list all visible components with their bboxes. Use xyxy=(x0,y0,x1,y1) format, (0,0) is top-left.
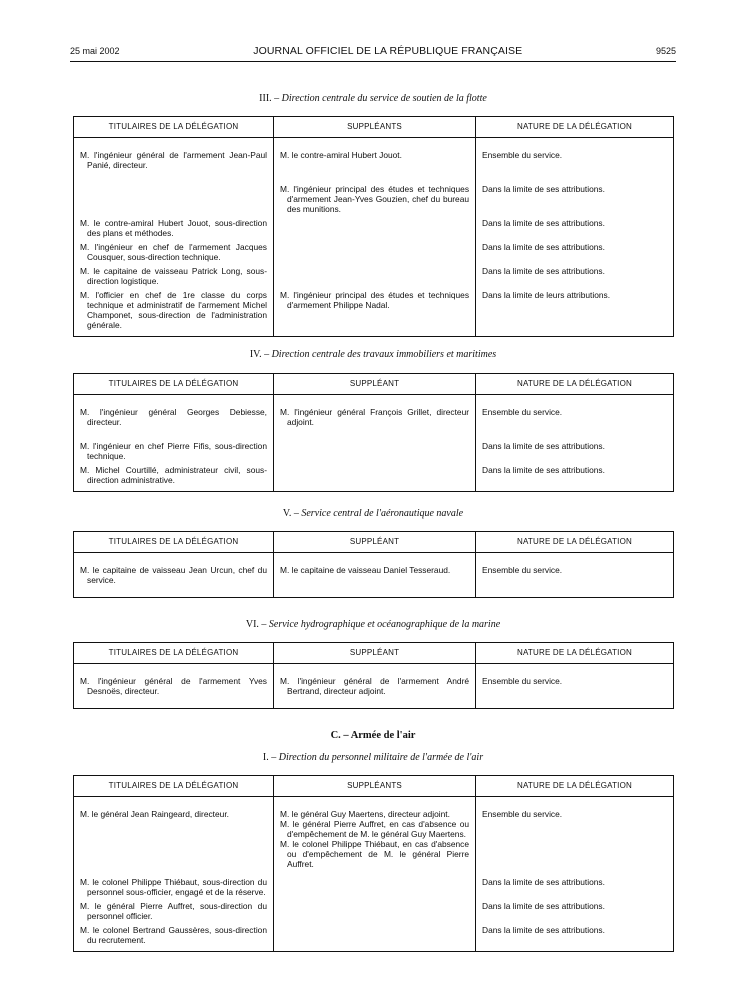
titulaire-cell: M. le colonel Philippe Thiébaut, sous-direction du personnel sous-officier, engagé et de la réserve. xyxy=(80,877,267,897)
col-titulaires: TITULAIRES DE LA DÉLÉGATION xyxy=(74,117,274,138)
page-header xyxy=(70,44,676,58)
titulaire-cell: M. Michel Courtillé, administrateur civil, sous-direction administrative. xyxy=(80,465,267,485)
table-row xyxy=(74,266,674,290)
suppleant-cell: M. l'ingénieur général de l'armement André Bertrand, directeur adjoint. xyxy=(280,676,470,696)
table-row xyxy=(74,901,674,925)
nature-cell: Dans la limite de ses attributions. xyxy=(482,266,605,276)
col-suppleant: SUPPLÉANT xyxy=(274,374,476,395)
nature-cell: Ensemble du service. xyxy=(482,150,563,160)
nature-cell: Ensemble du service. xyxy=(482,565,563,575)
part-c-title: C. – Armée de l'air xyxy=(330,730,416,741)
table-row xyxy=(74,290,674,330)
col-nature: NATURE DE LA DÉLÉGATION xyxy=(476,117,674,138)
header-page-number: 9525 xyxy=(655,46,676,56)
nature-cell: Ensemble du service. xyxy=(482,809,563,819)
delegation-table-5 xyxy=(73,531,674,598)
titulaire-cell: M. l'ingénieur en chef de l'armement Jacques Cousquer, sous-direction technique. xyxy=(80,242,267,262)
table-row xyxy=(74,925,674,945)
titulaire-cell: M. l'officier en chef de 1re classe du corps technique et administratif de l'armement Michel Champonet, sous-direction de l'administration générale. xyxy=(80,290,267,330)
delegation-table-3 xyxy=(73,116,674,337)
col-suppleants: SUPPLÉANTS xyxy=(274,117,476,138)
col-nature: NATURE DE LA DÉLÉGATION xyxy=(476,532,674,553)
table-row xyxy=(74,242,674,266)
table-row xyxy=(74,565,674,585)
table-row xyxy=(74,809,674,877)
nature-cell: Dans la limite de ses attributions. xyxy=(482,925,605,935)
table-row xyxy=(74,676,674,696)
nature-cell: Dans la limite de ses attributions. xyxy=(482,218,605,228)
titulaire-cell: M. l'ingénieur en chef Pierre Fifis, sous-direction technique. xyxy=(80,441,267,461)
table-row xyxy=(74,407,674,441)
titulaire-cell: M. le contre-amiral Hubert Jouot, sous-direction des plans et méthodes. xyxy=(80,218,267,238)
col-suppleant: SUPPLÉANT xyxy=(274,643,476,664)
table-row xyxy=(74,150,674,184)
section-title-air-1: I. – Direction du personnel militaire de l'armée de l'air xyxy=(262,752,484,763)
nature-cell: Dans la limite de ses attributions. xyxy=(482,441,605,451)
nature-cell: Ensemble du service. xyxy=(482,407,563,417)
header-rule xyxy=(70,61,676,62)
titulaire-cell: M. le colonel Bertrand Gaussères, sous-direction du recrutement. xyxy=(80,925,267,945)
delegation-table-4 xyxy=(73,373,674,492)
delegation-table-air-1 xyxy=(73,775,674,952)
suppleant-cell: M. le contre-amiral Hubert Jouot. xyxy=(280,150,402,160)
delegation-table-6 xyxy=(73,642,674,709)
table-row xyxy=(74,441,674,465)
table-header-row xyxy=(74,117,674,138)
titulaire-cell: M. le capitaine de vaisseau Jean Urcun, chef du service. xyxy=(80,565,267,585)
suppleant-cell: M. le colonel Philippe Thiébaut, en cas d'absence ou d'empêchement de M. le général Pierre Auffret. xyxy=(280,839,470,869)
nature-cell: Ensemble du service. xyxy=(482,676,563,686)
suppleant-cell: M. l'ingénieur principal des études et techniques d'armement Jean-Yves Gouzien, chef du bureau des munitions. xyxy=(280,184,470,214)
table-header-row xyxy=(74,532,674,553)
col-suppleant: SUPPLÉANT xyxy=(274,532,476,553)
table-header-row xyxy=(74,643,674,664)
suppleant-cell: M. l'ingénieur principal des études et techniques d'armement Philippe Nadal. xyxy=(280,290,470,310)
section-title-6: VI. – Service hydrographique et océanographique de la marine xyxy=(245,619,501,630)
titulaire-cell: M. le capitaine de vaisseau Patrick Long, sous-direction logistique. xyxy=(80,266,267,286)
nature-cell: Dans la limite de leurs attributions. xyxy=(482,290,611,300)
col-nature: NATURE DE LA DÉLÉGATION xyxy=(476,776,674,797)
suppleant-cell: M. le général Guy Maertens, directeur adjoint. xyxy=(280,809,450,819)
col-suppleants: SUPPLÉANTS xyxy=(274,776,476,797)
header-date: 25 mai 2002 xyxy=(70,46,120,56)
table-header-row xyxy=(74,776,674,797)
col-titulaires: TITULAIRES DE LA DÉLÉGATION xyxy=(74,643,274,664)
section-title-4: IV. – Direction centrale des travaux immobiliers et maritimes xyxy=(249,349,497,360)
col-titulaires: TITULAIRES DE LA DÉLÉGATION xyxy=(74,374,274,395)
table-row xyxy=(74,184,674,218)
titulaire-cell: M. l'ingénieur général de l'armement Jean-Paul Panié, directeur. xyxy=(80,150,267,170)
suppleant-cell: M. l'ingénieur général François Grillet, directeur adjoint. xyxy=(280,407,470,427)
suppleant-cell: M. le capitaine de vaisseau Daniel Tesseraud. xyxy=(280,565,451,575)
nature-cell: Dans la limite de ses attributions. xyxy=(482,184,605,194)
col-titulaires: TITULAIRES DE LA DÉLÉGATION xyxy=(74,532,274,553)
titulaire-cell: M. l'ingénieur général Georges Debiesse, directeur. xyxy=(80,407,267,427)
table-header-row xyxy=(74,374,674,395)
col-titulaires: TITULAIRES DE LA DÉLÉGATION xyxy=(74,776,274,797)
section-title-3: III. – Direction centrale du service de soutien de la flotte xyxy=(259,93,487,104)
titulaire-cell: M. le général Jean Raingeard, directeur. xyxy=(80,809,229,819)
table-row xyxy=(74,877,674,901)
suppleant-cell: M. le général Pierre Auffret, en cas d'absence ou d'empêchement de M. le général Guy Maertens. xyxy=(280,819,470,839)
col-nature: NATURE DE LA DÉLÉGATION xyxy=(476,374,674,395)
titulaire-cell: M. le général Pierre Auffret, sous-direction du personnel officier. xyxy=(80,901,267,921)
header-journal-title: JOURNAL OFFICIEL DE LA RÉPUBLIQUE FRANÇAISE xyxy=(253,45,523,57)
nature-cell: Dans la limite de ses attributions. xyxy=(482,242,605,252)
col-nature: NATURE DE LA DÉLÉGATION xyxy=(476,643,674,664)
nature-cell: Dans la limite de ses attributions. xyxy=(482,465,605,475)
section-title-5: V. – Service central de l'aéronautique navale xyxy=(282,508,464,519)
table-row xyxy=(74,218,674,242)
nature-cell: Dans la limite de ses attributions. xyxy=(482,901,605,911)
table-row xyxy=(74,465,674,485)
titulaire-cell: M. l'ingénieur général de l'armement Yves Desnoës, directeur. xyxy=(80,676,267,696)
nature-cell: Dans la limite de ses attributions. xyxy=(482,877,605,887)
